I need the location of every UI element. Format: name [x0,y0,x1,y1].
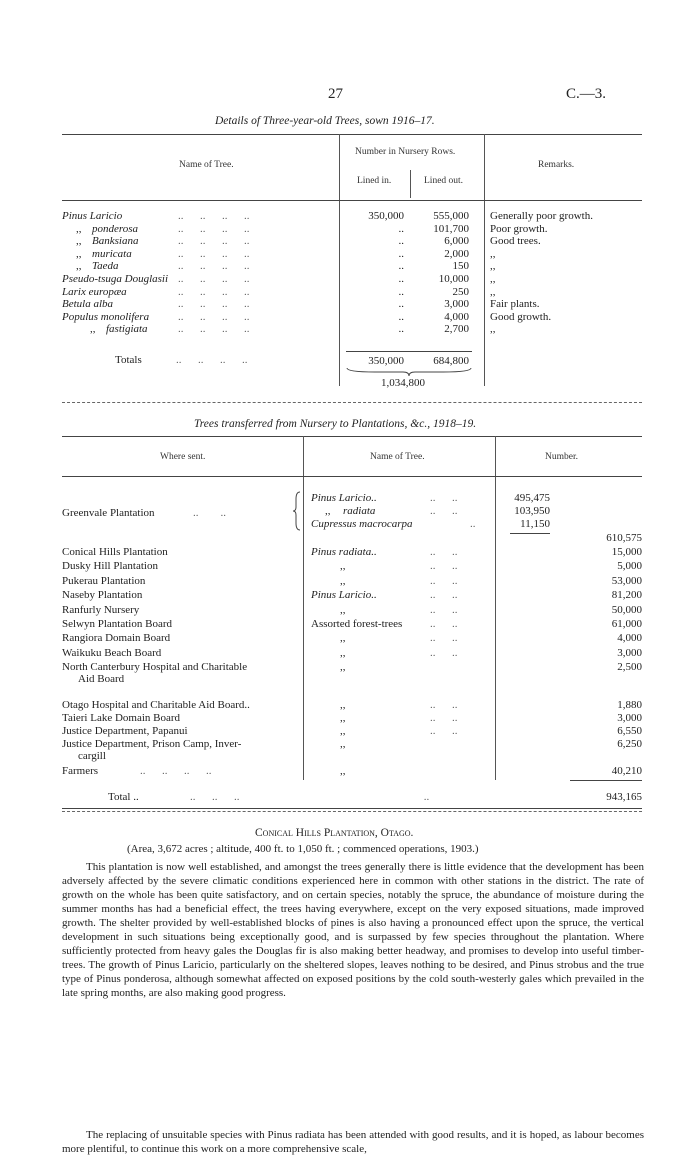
table1-col-remarks: Remarks. [538,160,575,170]
table1-total-out: 684,800 [433,355,469,367]
table2-vline-2 [495,436,496,780]
table2-row-where: Justice Department, Papanui [62,724,188,737]
greenvale-label: Greenvale Plantation [62,507,155,519]
table2-row-where: Naseby Plantation [62,589,143,602]
justice-prison-tree: ,, [340,738,346,750]
table1-col-name: Name of Tree. [179,160,234,170]
section-title: Conical Hills Plantation, Otago. [255,827,414,839]
table2-row-number: 50,000 [611,603,642,616]
table2-row-number: 6,550 [617,724,642,737]
table2-row-where: Selwyn Plantation Board [62,618,172,630]
table1-row-name: Pseudo-tsuga Douglasii [62,273,169,285]
table1-row-leader: .. .. .. .. [178,260,250,273]
table2-bottom-rule-2 [62,811,642,812]
table1-row-lined-in: .. [398,285,404,298]
greenvale-tree-1: Pinus Laricio.. [311,492,377,504]
table2-row-where: Waikuku Beach Board [62,646,162,659]
table1-row-lined-in: .. [398,222,404,235]
table1-vline-mid [410,170,411,198]
table1-header-rule [62,200,642,201]
table2-row-number: 4,000 [617,632,642,645]
table1-row-lined-in: .. [398,323,404,336]
table1-row-remarks: Good growth. [490,310,552,323]
table1-row-ditto: ,, [76,235,82,248]
table1-row-lined-out: 2,700 [444,323,469,336]
table2-caption: Trees transferred from Nursery to Plantations, &c., 1918–19. [194,418,477,430]
table1-row-remarks: ,, [490,260,496,273]
table1-col-lined-in: Lined in. [357,176,392,186]
table1-row-lined-out: 250 [452,285,469,298]
table2-row-tree: ,, [340,603,346,616]
table2-row-tree: ,, [340,711,346,724]
table2-row-leader: .. .. [430,589,458,602]
farmers-number: 40,210 [611,765,642,777]
table2-row-tree: ,, [340,646,346,659]
north-canterbury-line2: Aid Board [78,673,125,685]
table1-totals-label: Totals [115,354,142,366]
table2-row-leader: .. .. [430,632,458,645]
greenvale-leader: .. .. [193,507,226,519]
table1-bottom-rule [62,402,642,403]
table1-row-lined-out: 6,000 [444,235,469,248]
table1-vline-2 [484,134,485,386]
table1-row-remarks: Generally poor growth. [490,210,593,222]
table1-row-lined-in: .. [398,298,404,311]
justice-prison-number: 6,250 [617,738,642,750]
table2-row-where: Conical Hills Plantation [62,546,168,558]
table1-row-lined-in: .. [398,273,404,285]
table1-row-leader: .. .. .. .. [178,323,250,336]
greenvale-dots-1: .. .. [430,492,458,504]
table1-row-remarks: Poor growth. [490,222,548,235]
north-canterbury-line1: North Canterbury Hospital and Charitable [62,661,248,673]
table2-row-tree: ,, [340,724,346,737]
table1-row-lined-out: 10,000 [438,273,469,285]
north-canterbury-tree: ,, [340,661,346,673]
greenvale-ditto: ,, [325,505,331,517]
section-paragraph-2: The replacing of unsuitable species with Pinus radiata has been attended with good results, and it is hoped, as labour becomes more plentiful, to continue this work on a more comprehensive scale, [62,1129,644,1155]
table2-row-where: Rangiora Domain Board [62,632,171,645]
table1-top-rule [62,134,642,135]
table2-row-where: Pukerau Plantation [62,574,146,587]
table1-row-name: Taeda [92,260,119,273]
table1-row-remarks: ,, [490,247,496,260]
table1-row-lined-in: .. [398,310,404,323]
table2-total-leader: .. .. .. .. [190,791,430,803]
justice-prison-line1: Justice Department, Prison Camp, Inver- [62,738,242,750]
table2-total-label: Total .. [108,791,139,803]
table1-row-ditto: ,, [76,222,82,235]
greenvale-total: 610,575 [606,532,642,544]
table1-row-lined-out: 150 [452,260,469,273]
table2-row-leader: .. .. [430,699,458,711]
section-subtitle: (Area, 3,672 acres ; altitude, 400 ft. to 1,050 ft. ; commenced operations, 1903.) [127,843,479,855]
table2-row-tree: ,, [340,699,346,711]
table2-row-tree: Assorted forest-trees [311,618,403,630]
table2-bottom-rule [62,808,642,809]
table1-row-ditto: ,, [90,323,96,336]
greenvale-dots-2: .. .. [430,505,458,517]
table1-row-leader: .. .. .. .. [178,273,250,285]
table2-row-leader: .. .. [430,711,458,724]
table1-row-remarks: ,, [490,323,496,336]
table1-total-in: 350,000 [368,355,404,367]
table2-col-where: Where sent. [160,452,206,462]
table1-row-leader: .. .. .. .. [178,222,250,235]
table2-row-number: 5,000 [617,560,642,573]
table2-row-tree: Pinus Laricio.. [311,589,377,602]
farmers-label: Farmers [62,765,99,777]
section-paragraph-1: This plantation is now well established, and amongst the trees generally there is little evidence that the development has been adversely affected by the severe climatic conditions experienced here in common with other stations in the district. The rate of growth on the whole has been quite satisfactory, and on certain species, notably the spruce, the abundance of moisture during the summer months has had a beneficial effect, the trees having everywhere, except on the very exposed situations, made improved growth. The shelter provided by well-established blocks of pines is also having a pronounced effect upon the spruce, the vertical development in such situations being exceptionally good, and is surpassed by few species throughout the plantation. Where sufficiently protected from heavy gales the Douglas fir is also making better headway, and promises to develop into useful timber-trees. The growth of Pinus Laricio, particularly on the sheltered slopes, leaves nothing to be desired, and Pinus strobus and the true type of Pinus ponderosa, although somewhat affected on exposed positions by the cold south-westerly gales which prevailed in the late spring months, are also making good progress. [62,861,644,999]
table1-totals-leader: .. .. .. .. [176,354,248,366]
farmers-leader: .. .. .. .. [140,765,212,777]
table1-row-lined-in: .. [398,247,404,260]
table1-row-remarks: Good trees. [490,235,541,248]
table2-top-rule [62,436,642,437]
table2-header-rule [62,476,642,477]
table2-row-leader: .. .. [430,618,458,630]
greenvale-sub-2: 103,950 [514,505,550,517]
table2-row-number: 53,000 [611,574,642,587]
table2-row-tree: ,, [340,632,346,645]
table2-row-leader: .. .. [430,546,458,558]
table1-row-name: fastigiata [106,323,148,336]
table1-row-lined-in: .. [398,260,404,273]
farmers-tree: ,, [340,765,346,777]
table2-row-leader: .. .. [430,574,458,587]
table1-row-leader: .. .. .. .. [178,285,250,298]
table1-row-name: Populus monolifera [62,310,150,323]
greenvale-sub-3: 11,150 [520,518,550,530]
table1-row-leader: .. .. .. .. [178,235,250,248]
table2-col-number: Number. [545,452,578,462]
table1-grand-total: 1,034,800 [381,377,425,389]
table2-row-leader: .. .. [430,603,458,616]
page-number: 27 [328,86,343,102]
table1-row-lined-in: .. [398,235,404,248]
table1-row-leader: .. .. .. .. [178,310,250,323]
table1-row-lined-out: 101,700 [433,222,469,235]
table1-row-lined-out: 2,000 [444,247,469,260]
table2-row-where: Dusky Hill Plantation [62,560,158,573]
table1-row-lined-out: 555,000 [433,210,469,222]
table1-brace [345,366,473,376]
table2-row-tree: Pinus radiata.. [311,546,377,558]
table1-row-name: Pinus Laricio [62,210,123,222]
table2-row-where: Otago Hospital and Charitable Aid Board.. [62,699,250,711]
greenvale-tree-3: Cupressus macrocarpa [311,518,413,530]
table1-col-group: Number in Nursery Rows. [355,147,456,157]
table1-col-lined-out: Lined out. [424,176,464,186]
table2-vline-1 [303,436,304,780]
table2-row-number: 3,000 [617,711,642,724]
greenvale-sub-1: 495,475 [514,492,550,504]
table2-row-tree: ,, [340,560,346,573]
table2-row-where: Taieri Lake Domain Board [62,711,181,724]
table2-row-leader: .. .. [430,724,458,737]
north-canterbury-number: 2,500 [617,661,642,673]
table1-row-remarks: ,, [490,273,496,285]
table1-row-name: ponderosa [92,222,139,235]
greenvale-brace [293,491,301,531]
table1-row-ditto: ,, [76,247,82,260]
table2-row-number: 61,000 [611,618,642,630]
table2-row-tree: ,, [340,574,346,587]
table1-row-leader: .. .. .. .. [178,298,250,311]
table2-row-number: 1,880 [617,699,642,711]
table1-row-remarks: Fair plants. [490,298,540,311]
justice-prison-line2: cargill [78,750,106,762]
table2-row-leader: .. .. [430,646,458,659]
table1-caption: Details of Three-year-old Trees, sown 1916–17. [215,115,435,127]
table1-row-lined-out: 4,000 [444,310,469,323]
table2-row-number: 81,200 [611,589,642,602]
greenvale-sub-rule [510,533,550,534]
table2-total: 943,165 [606,791,642,803]
table2-row-where: Ranfurly Nursery [62,603,140,616]
table1-totals-rule [346,351,472,352]
table1-row-leader: .. .. .. .. [178,210,250,222]
table2-sum-rule [570,780,642,781]
table1-row-name: Betula alba [62,298,114,311]
table1-row-lined-out: 3,000 [444,298,469,311]
table2-row-leader: .. .. [430,560,458,573]
table2-row-number: 15,000 [611,546,642,558]
table1-row-leader: .. .. .. .. [178,247,250,260]
table1-row-name: Banksiana [92,235,139,248]
greenvale-tree-2: radiata [343,505,376,517]
document-reference: C.—3. [566,86,607,102]
table1-row-name: muricata [92,247,132,260]
table2-col-tree: Name of Tree. [370,452,425,462]
table1-row-remarks: ,, [490,285,496,298]
table1-row-name: Larix europæa [62,285,127,298]
greenvale-dots-3: .. [470,518,476,530]
table2-row-number: 3,000 [617,646,642,659]
table1-row-lined-in: 350,000 [368,210,404,222]
table1-row-ditto: ,, [76,260,82,273]
